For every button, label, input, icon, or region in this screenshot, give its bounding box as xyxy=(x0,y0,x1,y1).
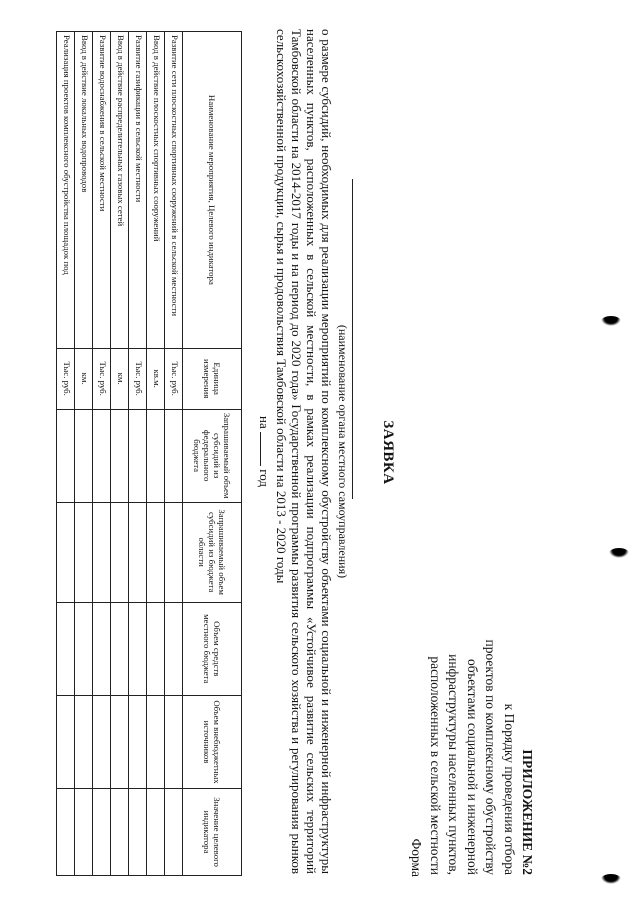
unit-cell: Тыс. руб. xyxy=(129,348,147,409)
table-row xyxy=(129,32,147,876)
empty-cell xyxy=(111,602,129,695)
appendix-line: объектами социальной и инженерной xyxy=(464,659,480,875)
unit-cell: Тыс. руб. xyxy=(93,348,111,409)
column-header: Значение целевого индикатора xyxy=(183,789,242,876)
appendix-line: проектов по комплексному обустройству xyxy=(483,639,499,875)
authority-name-blank xyxy=(352,179,365,499)
table-header-row xyxy=(183,32,242,876)
unit-cell: кв.м. xyxy=(147,348,165,409)
empty-cell xyxy=(57,695,75,788)
empty-cell xyxy=(165,502,183,602)
activity-name: Развитие сети плоскостных спортивных сооружений в сельской местности xyxy=(165,32,183,349)
appendix-title: ПРИЛОЖЕНИЕ №2 xyxy=(520,749,535,875)
year-blank xyxy=(260,432,273,466)
empty-cell xyxy=(147,409,165,502)
document-title: ЗАЯВКА xyxy=(380,420,396,485)
appendix-line: к Порядку проведения отбора xyxy=(501,703,517,875)
empty-cell xyxy=(75,695,93,788)
hole-punch-mark xyxy=(601,874,621,884)
empty-cell xyxy=(93,602,111,695)
column-header: Наименование мероприятия, Целевого индикатора xyxy=(183,32,242,349)
empty-cell xyxy=(165,695,183,788)
empty-cell xyxy=(93,695,111,788)
application-paragraph: о размере субсидий, необходимых для реализации мероприятий по комплексному обустройству объектами социальной и инженерной инфраструктуры населенных пунктов, расположенных в сельской местности, в рамках реализации подпрограммы «Устойчивое развитие сельских территорий Тамбовской области на 2014-2017 годы и на период до 2020 года» Государственной программы развития сельского хозяйства и регулирования рынков сельскохозяйственной продукции, сырья и продовольствия Тамбовской области на 2013 - 2020 годы xyxy=(273,29,335,874)
column-header: Объем внебюджетных источников xyxy=(183,695,242,788)
activity-name: Ввод в действие распределительных газовых сетей xyxy=(111,32,129,349)
activity-name: Развитие водоснабжения в сельской местности xyxy=(93,32,111,349)
activity-name: Реализация проектов комплексного обустройства площадок под xyxy=(57,32,75,349)
column-header: Запрашиваемый объем субсидий из бюджета области xyxy=(183,502,242,602)
hole-punch-mark xyxy=(601,316,621,326)
table-row xyxy=(75,32,93,876)
empty-cell xyxy=(93,789,111,876)
activity-name: Ввод в действие локальных водопроводов xyxy=(75,32,93,349)
table-row xyxy=(147,32,165,876)
empty-cell xyxy=(57,502,75,602)
table-row xyxy=(111,32,129,876)
empty-cell xyxy=(147,502,165,602)
hole-punch-mark xyxy=(609,548,629,558)
year-suffix: год xyxy=(257,469,273,487)
unit-cell: Тыс. руб. xyxy=(57,348,75,409)
empty-cell xyxy=(75,789,93,876)
table-row xyxy=(93,32,111,876)
activity-name: Развитие газификации в сельской местности xyxy=(129,32,147,349)
empty-cell xyxy=(111,502,129,602)
empty-cell xyxy=(129,602,147,695)
application-body xyxy=(257,29,365,874)
appendix-header xyxy=(426,575,536,875)
activity-name: Ввод в действие плоскостных спортивных сооружений xyxy=(147,32,165,349)
empty-cell xyxy=(129,409,147,502)
empty-cell xyxy=(165,789,183,876)
column-header: Запрашиваемый объем субсидий из федерального бюджета xyxy=(183,409,242,502)
empty-cell xyxy=(147,789,165,876)
empty-cell xyxy=(147,602,165,695)
empty-cell xyxy=(165,409,183,502)
empty-cell xyxy=(75,502,93,602)
empty-cell xyxy=(75,602,93,695)
empty-cell xyxy=(75,409,93,502)
empty-cell xyxy=(111,789,129,876)
empty-cell xyxy=(147,695,165,788)
year-line xyxy=(257,29,273,874)
empty-cell xyxy=(57,409,75,502)
empty-cell xyxy=(111,695,129,788)
unit-cell: Тыс. руб. xyxy=(165,348,183,409)
empty-cell xyxy=(93,502,111,602)
column-header: Единица измерения xyxy=(183,348,242,409)
empty-cell xyxy=(129,695,147,788)
unit-cell: км. xyxy=(75,348,93,409)
empty-cell xyxy=(111,409,129,502)
year-prefix: на xyxy=(257,416,273,429)
appendix-line: расположенных в сельской местности xyxy=(427,656,443,875)
column-header: Объем средств местного бюджета xyxy=(183,602,242,695)
empty-cell xyxy=(57,602,75,695)
appendix-line: инфраструктуры населенных пунктов, xyxy=(446,654,462,875)
empty-cell xyxy=(129,789,147,876)
authority-caption: (наименование органа местного самоуправления) xyxy=(335,324,350,579)
empty-cell xyxy=(57,789,75,876)
form-label: Форма xyxy=(409,838,424,877)
empty-cell xyxy=(165,602,183,695)
unit-cell: км. xyxy=(111,348,129,409)
table-row xyxy=(165,32,183,876)
empty-cell xyxy=(93,409,111,502)
table-row xyxy=(57,32,75,876)
indicators-table xyxy=(56,31,242,876)
empty-cell xyxy=(129,502,147,602)
